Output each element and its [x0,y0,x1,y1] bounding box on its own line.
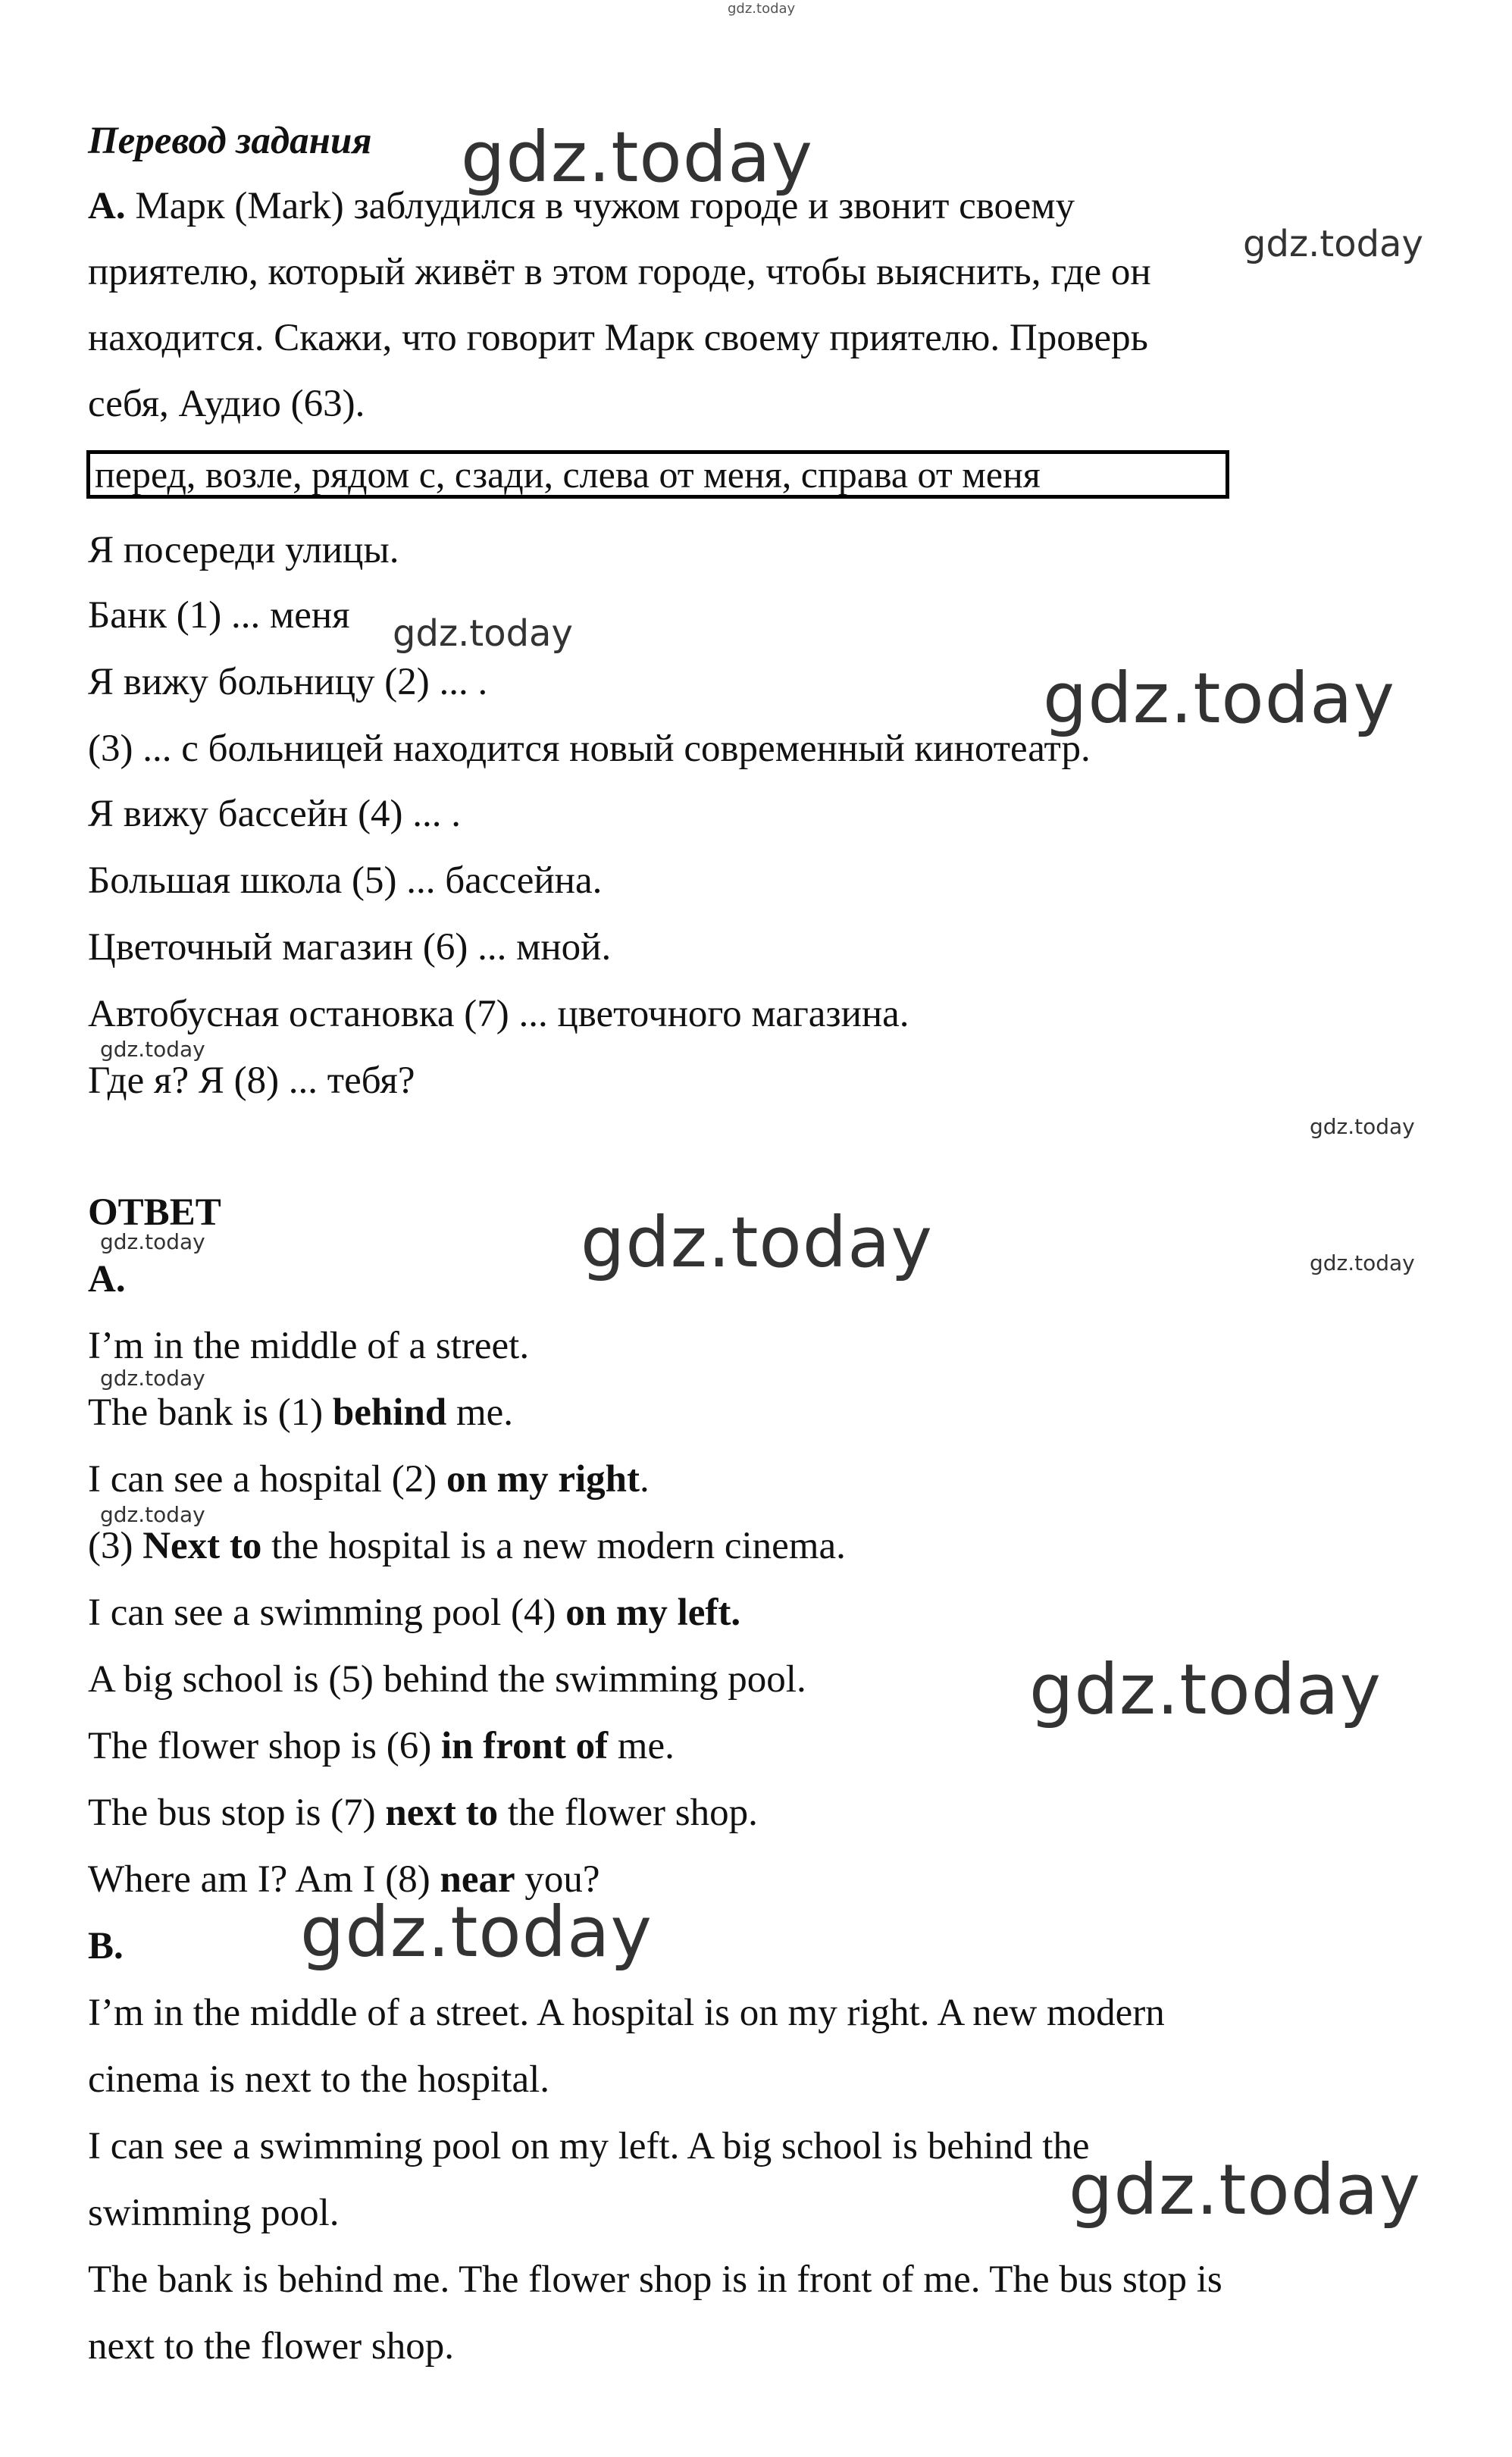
answer-b-line: swimming pool. [88,2192,340,2234]
watermark: gdz.today [1069,2149,1421,2230]
answer-part-a-label: A. [88,1258,126,1300]
answer-part-b-label: B. [88,1925,124,1967]
answer-text: The bus stop is (7) [88,1792,386,1834]
answer-a-line [88,1322,529,1370]
task-sentence: Где я? Я (8) ... тебя? [88,1059,415,1102]
word-box: перед, возле, рядом с, сзади, слева от меня, справа от меня [86,450,1229,499]
answer-bold: on my right [446,1458,640,1501]
answer-text: Where am I? Am I (8) [88,1858,440,1901]
task-intro-line: приятелю, который живёт в этом городе, чтобы выяснить, где он [88,251,1151,293]
answer-a-line [88,1455,650,1504]
watermark: gdz.today [1029,1649,1382,1730]
answer-b-line: I can see a swimming pool on my left. A big school is behind the [88,2125,1090,2167]
watermark: gdz.today [100,1502,205,1527]
watermark: gdz.today [1310,1114,1415,1139]
watermark-top: gdz.today [728,1,796,17]
answer-text: (3) [88,1525,143,1567]
answer-a-line [88,1588,740,1637]
task-intro-line [88,182,1075,230]
answer-bold: in front of [440,1725,609,1767]
watermark: gdz.today [1043,658,1395,739]
answer-text: A big school is (5) behind the swimming pool. [88,1658,806,1701]
answer-text: I can see a hospital (2) [88,1458,446,1501]
answer-bold: near [440,1858,515,1901]
answer-text: the flower shop. [498,1792,758,1834]
task-intro-line: находится. Скажи, что говорит Марк своему приятелю. Проверь [88,317,1148,359]
task-sentence: Я посереди улицы. [88,529,399,571]
task-intro-label: А. [88,185,126,227]
answer-b-line: I’m in the middle of a street. A hospital is on my right. A new modern [88,1992,1165,2034]
answer-a-line [88,1722,675,1770]
task-sentence: Я вижу больницу (2) ... . [88,661,488,703]
answer-b-line: next to the flower shop. [88,2325,454,2368]
answer-a-line [88,1855,600,1904]
watermark: gdz.today [100,1037,205,1062]
task-sentence: Банк (1) ... меня [88,594,350,637]
task-intro-text: Марк (Mark) заблудился в чужом городе и звонит своему [125,185,1075,227]
answer-text: The flower shop is (6) [88,1725,441,1767]
answer-text: . [639,1458,650,1501]
answer-bold: behind [332,1391,447,1434]
answer-text: I can see a swimming pool (4) [88,1592,566,1634]
answer-text: The bank is (1) [88,1391,333,1434]
task-sentence: Большая школа (5) ... бассейна. [88,859,603,902]
answer-a-line [88,1655,806,1704]
answer-bold: next to [385,1792,499,1834]
answer-a-line [88,1522,846,1570]
task-intro-line: себя, Аудио (63). [88,383,365,425]
answer-b-line: cinema is next to the hospital. [88,2058,550,2101]
answer-title: ОТВЕТ [88,1191,221,1234]
watermark: gdz.today [393,612,573,655]
answer-a-line [88,1789,758,1837]
answer-text: you? [515,1858,600,1901]
task-sentence: (3) ... с больницей находится новый современный кинотеатр. [88,728,1091,770]
task-sentence: Автобусная остановка (7) ... цветочного магазина. [88,993,909,1035]
task-sentence: Я вижу бассейн (4) ... . [88,793,462,835]
answer-a-line [88,1388,513,1437]
answer-text: me. [608,1725,675,1767]
watermark: gdz.today [100,1366,205,1391]
watermark: gdz.today [100,1229,205,1254]
watermark: gdz.today [1243,223,1423,265]
task-sentence: Цветочный магазин (6) ... мной. [88,926,612,969]
watermark: gdz.today [581,1202,933,1283]
answer-b-line: The bank is behind me. The flower shop is in front of me. The bus stop is [88,2258,1222,2301]
watermark: gdz.today [461,117,813,198]
answer-bold: Next to [142,1525,262,1567]
task-title: Перевод задания [88,120,372,162]
watermark: gdz.today [1310,1250,1415,1275]
answer-text: the hospital is a new modern cinema. [261,1525,846,1567]
answer-text: me. [446,1391,513,1434]
watermark: gdz.today [300,1892,653,1973]
answer-text: I’m in the middle of a street. [88,1325,530,1367]
answer-bold: on my left. [565,1592,741,1634]
